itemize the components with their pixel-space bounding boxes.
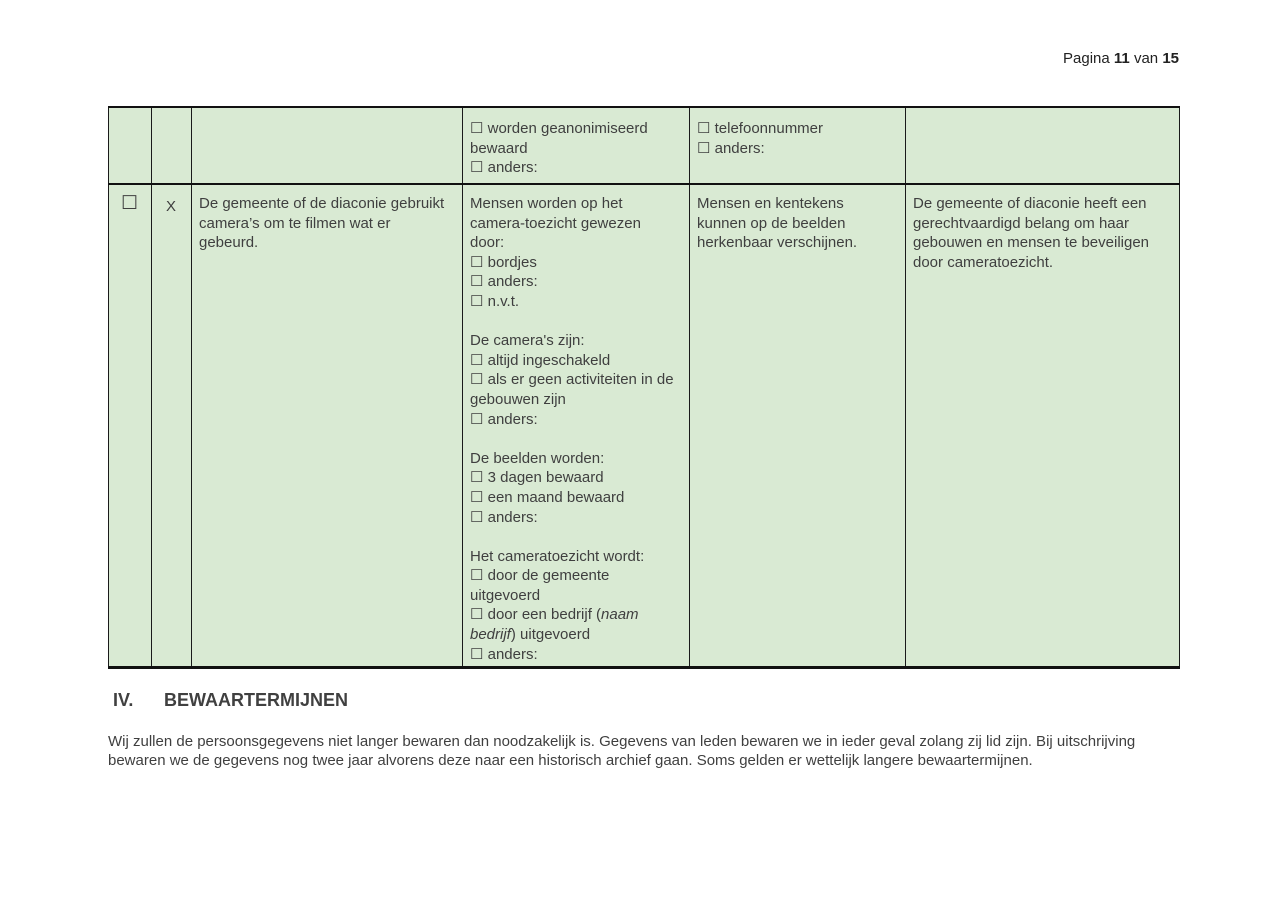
option-label-cont: gebouwen zijn (470, 390, 566, 408)
checkbox-icon[interactable]: ☐ (470, 645, 484, 663)
description-line: De gemeente of de diaconie gebruikt (199, 195, 445, 212)
checkbox-icon[interactable]: ☐ (470, 410, 484, 428)
option-label: n.v.t. (487, 292, 520, 310)
checkbox-icon[interactable]: ☐ (697, 139, 711, 157)
option-label: worden geanonimiseerd (487, 120, 648, 137)
page-label: Pagina (1063, 50, 1110, 67)
checkbox-icon[interactable]: ☐ (470, 606, 484, 624)
mark-cell (152, 107, 192, 184)
section-number: IV. (113, 690, 134, 710)
basis-line: door cameratoezicht. (913, 253, 1054, 271)
mark-cell (152, 184, 192, 668)
description-line: camera’s om te filmen wat er (199, 214, 391, 232)
basis-line: gebouwen en mensen te beveiligen (913, 234, 1150, 252)
measures-intro: Mensen worden op het (470, 195, 623, 212)
description-cell (192, 184, 463, 668)
option-label: 3 dagen bewaard (487, 469, 604, 487)
basis-cell (906, 107, 1180, 184)
description-cell (192, 107, 463, 184)
data-cell (690, 184, 906, 668)
section-title: BEWAARTERMIJNEN (164, 690, 349, 710)
option-label-cont: ) uitgevoerd (510, 626, 591, 644)
checkbox-icon[interactable]: ☐ (470, 120, 484, 137)
description-line: gebeurd. (199, 234, 259, 252)
paragraph-line: bewaren we de gegevens nog twee jaar alvorens deze naar een historisch archief gaan. Soms gelden er wettelijk langere bewaartermijnen. (108, 751, 1033, 769)
checkbox-icon[interactable]: ☐ (470, 567, 484, 585)
option-label: anders: (487, 645, 538, 663)
placeholder-text: naam (601, 606, 639, 624)
page-total: 15 (1162, 50, 1179, 67)
option-label: anders: (487, 508, 538, 526)
option-label: anders: (487, 273, 538, 291)
measures-intro: camera-toezicht gewezen (470, 214, 641, 232)
basis-cell (906, 184, 1180, 668)
checkbox-icon[interactable]: ☐ (470, 273, 484, 291)
paragraph-line: Wij zullen de persoonsgegevens niet langer bewaren dan noodzakelijk is. Gegevens van leden bewaren we in ieder geval zolang zij lid zijn. Bij uitschrijving (108, 733, 1136, 750)
placeholder-text: bedrijf (470, 626, 511, 644)
data-line: Mensen en kentekens (697, 195, 844, 212)
processing-table (108, 106, 1180, 669)
data-line: herkenbaar verschijnen. (697, 234, 858, 252)
option-label: anders: (487, 410, 538, 428)
data-line: kunnen op de beelden (697, 214, 846, 232)
basis-line: gerechtvaardigd belang om haar (913, 214, 1129, 232)
surveillance-label: Het cameratoezicht wordt: (470, 547, 645, 565)
checkbox-icon[interactable]: ☐ (470, 508, 484, 526)
page-of: van (1133, 50, 1159, 67)
option-label-cont: bewaard (470, 139, 528, 157)
checkbox-icon[interactable]: ☐ (470, 253, 484, 271)
checkbox-icon[interactable]: ☐ (470, 488, 484, 506)
option-label-cont: uitgevoerd (470, 586, 541, 604)
option-label: door een bedrijf ( (487, 606, 602, 624)
page-current: 11 (1113, 50, 1130, 67)
option-label: altijd ingeschakeld (487, 351, 611, 369)
option-label: telefoonnummer (714, 120, 824, 137)
section-heading (113, 690, 348, 711)
option-label: als er geen activiteiten in de (487, 371, 674, 389)
checkbox-icon[interactable]: ☐ (697, 120, 711, 137)
checkbox-icon[interactable]: ☐ (470, 159, 484, 177)
table-row (109, 107, 1180, 184)
option-label: door de gemeente (487, 567, 610, 585)
x-mark: X (165, 198, 176, 215)
option-label: anders: (487, 159, 538, 177)
check-cell (109, 107, 152, 184)
table-row (109, 184, 1180, 668)
measures-intro: door: (470, 234, 505, 252)
section-paragraph (108, 733, 1188, 770)
measures-cell (463, 184, 690, 668)
option-label: een maand bewaard (487, 488, 625, 506)
images-label: De beelden worden: (470, 449, 605, 467)
cameras-label: De camera's zijn: (470, 332, 585, 350)
option-label: bordjes (487, 253, 537, 271)
checkbox-icon[interactable]: ☐ (470, 292, 484, 310)
measures-cell (463, 107, 690, 184)
checkbox-icon[interactable]: ☐ (470, 469, 484, 487)
checkbox-icon[interactable]: ☐ (470, 371, 484, 389)
check-cell (109, 184, 152, 668)
page-number (1063, 50, 1179, 67)
basis-line: De gemeente of diaconie heeft een (913, 195, 1147, 212)
checkbox-icon[interactable]: ☐ (120, 193, 139, 214)
data-cell (690, 107, 906, 184)
checkbox-icon[interactable]: ☐ (470, 351, 484, 369)
option-label: anders: (714, 139, 765, 157)
